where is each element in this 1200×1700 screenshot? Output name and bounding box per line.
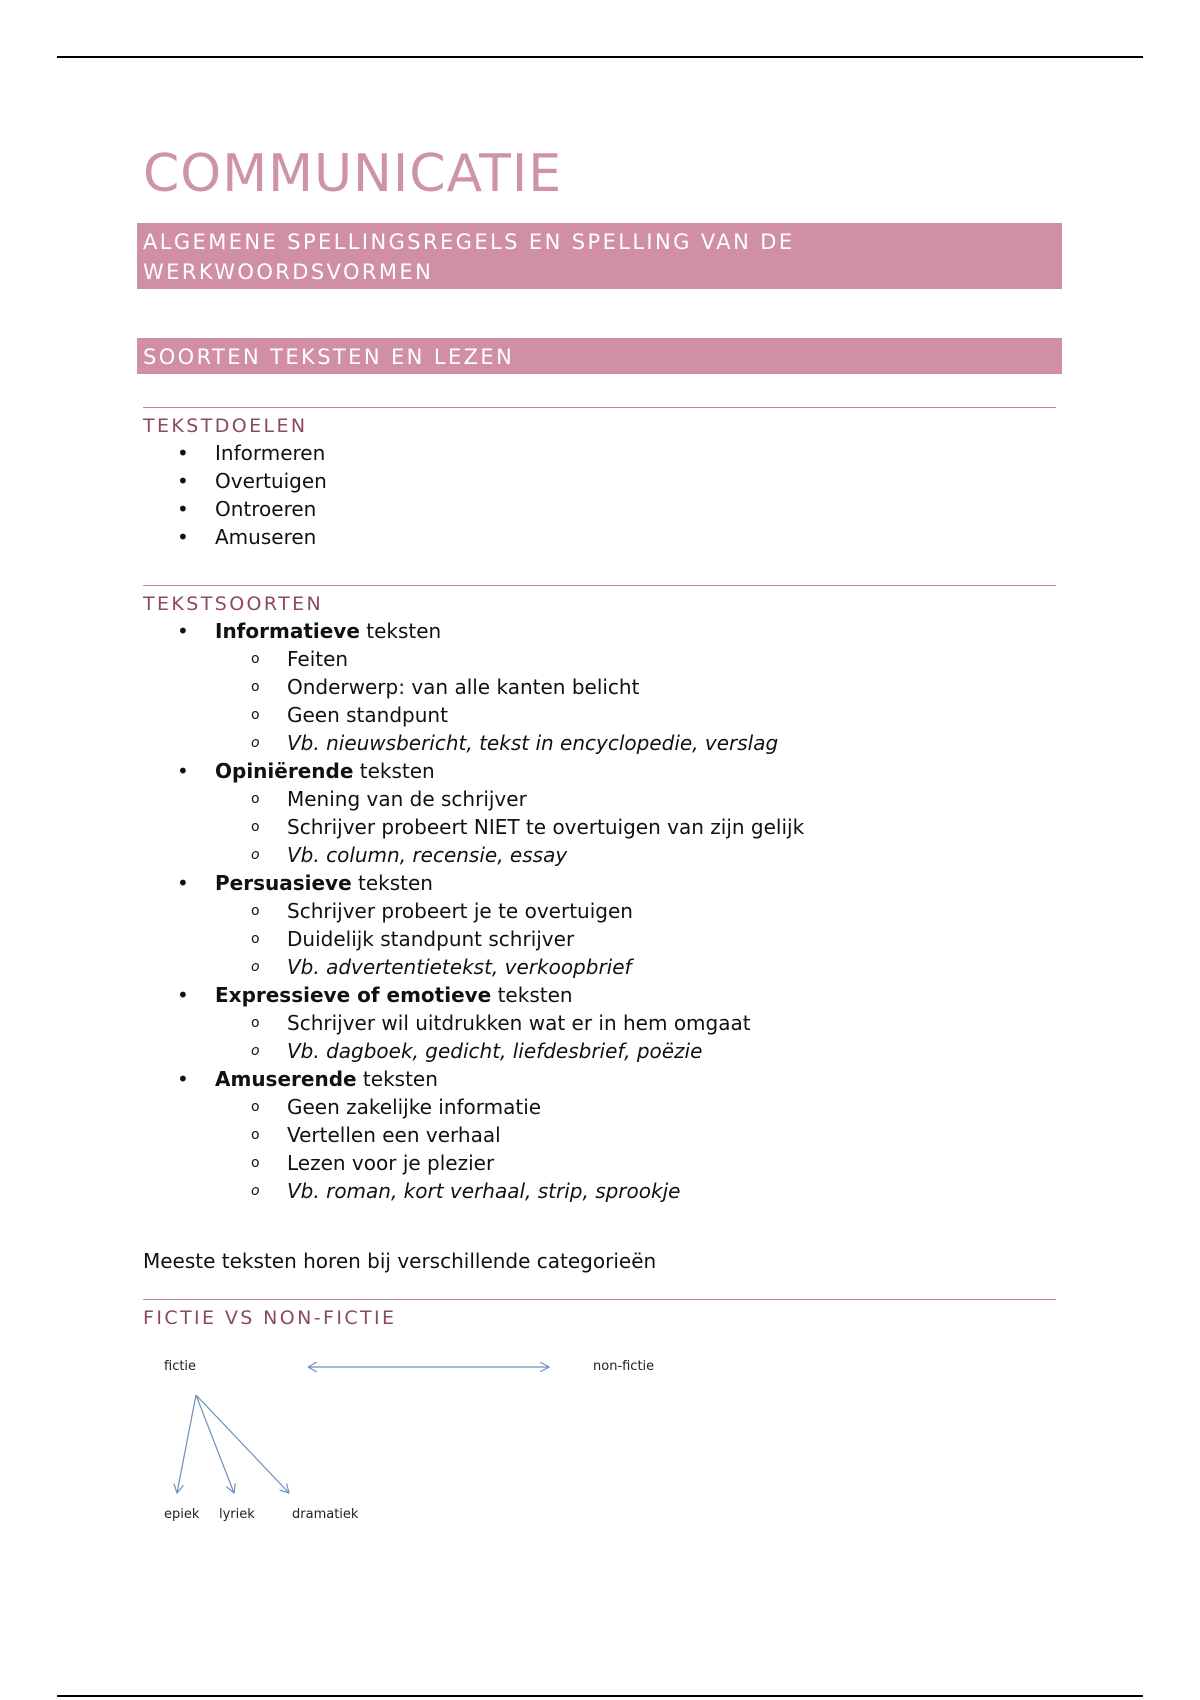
sub-list	[215, 897, 1062, 981]
item-term: Persuasieve	[215, 871, 352, 895]
section-heading-teksten: SOORTEN TEKSTEN EN LEZEN	[137, 338, 1062, 374]
item-term: Informatieve	[215, 619, 360, 643]
sub-list-item: o Geen zakelijke informatie	[215, 1093, 1062, 1121]
arrow-epiek	[177, 1395, 196, 1493]
diagram-label-epiek: epiek	[164, 1507, 200, 1522]
subsection-heading: FICTIE VS NON-FICTIE	[143, 1307, 397, 1329]
document-body	[137, 138, 1062, 1563]
page-title: COMMUNICATIE	[143, 144, 563, 204]
subsection-rule	[143, 585, 1056, 586]
example-item: o Vb. column, recensie, essay	[215, 841, 1062, 869]
item-suffix: teksten	[351, 871, 433, 895]
section-heading-spelling	[137, 223, 1062, 289]
list-item	[137, 1065, 1062, 1205]
arrow-lyriek	[196, 1395, 234, 1493]
sub-list	[215, 785, 1062, 869]
sub-list-item: o Lezen voor je plezier	[215, 1149, 1062, 1177]
item-term: Expressieve of emotieve	[215, 983, 492, 1007]
item-suffix: teksten	[356, 1067, 438, 1091]
note-text: Meeste teksten horen bij verschillende categorieën	[143, 1249, 657, 1273]
sub-list-item: o Vertellen een verhaal	[215, 1121, 1062, 1149]
item-term: Opiniërende	[215, 759, 354, 783]
subsection-fictie	[137, 1299, 1062, 1563]
list-item	[137, 617, 1062, 757]
list-item: • Informeren	[137, 439, 1062, 467]
diagram-label-fictie: fictie	[164, 1359, 197, 1374]
sub-list-item: o Duidelijk standpunt schrijver	[215, 925, 1062, 953]
item-term: Amuserende	[215, 1067, 357, 1091]
subsection-tekstsoorten	[137, 585, 1062, 1205]
list-item	[137, 981, 1062, 1065]
sub-list-item: o Schrijver wil uitdrukken wat er in hem omgaat	[215, 1009, 1062, 1037]
sub-list-item: o Onderwerp: van alle kanten belicht	[215, 673, 1062, 701]
sub-list-item: o Feiten	[215, 645, 1062, 673]
subsection-rule	[143, 1299, 1056, 1300]
section-heading-line: WERKWOORDSVORMEN	[143, 260, 434, 284]
list-item: • Overtuigen	[137, 467, 1062, 495]
subsection-tekstdoelen	[137, 407, 1062, 551]
diagram-label-non-fictie: non-fictie	[593, 1359, 655, 1374]
sub-list	[215, 1009, 1062, 1065]
tekstdoelen-list	[137, 439, 1062, 551]
list-item: • Ontroeren	[137, 495, 1062, 523]
sub-list-item: o Schrijver probeert NIET te overtuigen van zijn gelijk	[215, 813, 1062, 841]
bottom-rule	[57, 1695, 1143, 1697]
item-suffix: teksten	[491, 983, 573, 1007]
list-item: • Amuseren	[137, 523, 1062, 551]
subsection-rule	[143, 407, 1056, 408]
sub-list-item: o Schrijver probeert je te overtuigen	[215, 897, 1062, 925]
tekstsoorten-list	[137, 617, 1062, 1205]
top-rule	[57, 56, 1143, 58]
example-item: o Vb. advertentietekst, verkoopbrief	[215, 953, 1062, 981]
sub-list	[215, 1093, 1062, 1205]
example-item: o Vb. dagboek, gedicht, liefdesbrief, poëzie	[215, 1037, 1062, 1065]
fictie-diagram	[137, 1343, 1062, 1563]
example-item: o Vb. nieuwsbericht, tekst in encyclopedie, verslag	[215, 729, 1062, 757]
sub-list-item: o Geen standpunt	[215, 701, 1062, 729]
arrow-dramatiek	[196, 1395, 289, 1493]
diagram-label-dramatiek: dramatiek	[292, 1507, 359, 1522]
list-item	[137, 869, 1062, 981]
list-item	[137, 757, 1062, 869]
subsection-heading: TEKSTSOORTEN	[143, 593, 324, 615]
section-heading-line: ALGEMENE SPELLINGSREGELS EN SPELLING VAN DE	[143, 230, 795, 254]
sub-list-item: o Mening van de schrijver	[215, 785, 1062, 813]
subsection-heading: TEKSTDOELEN	[143, 415, 308, 437]
item-suffix: teksten	[353, 759, 435, 783]
diagram-label-lyriek: lyriek	[219, 1507, 255, 1522]
item-suffix: teksten	[359, 619, 442, 643]
diagram-arrows	[137, 1343, 1062, 1563]
sub-list	[215, 645, 1062, 757]
example-item: o Vb. roman, kort verhaal, strip, sprookje	[215, 1177, 1062, 1205]
